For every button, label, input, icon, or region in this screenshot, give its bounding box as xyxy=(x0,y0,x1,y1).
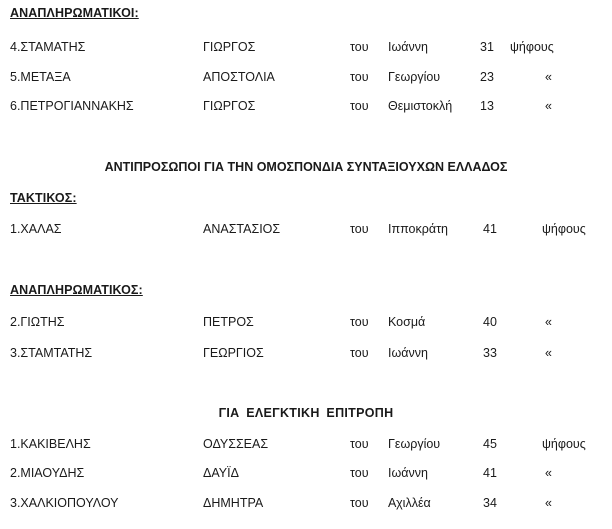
of-label: του xyxy=(350,315,369,329)
of-label: του xyxy=(350,466,369,480)
of-label: του xyxy=(350,437,369,451)
table-row xyxy=(0,222,612,238)
father-name: Αχιλλέα xyxy=(388,496,431,510)
votes-label: ψήφους xyxy=(510,40,554,54)
father-name: Γεωργίου xyxy=(388,437,441,451)
of-label: του xyxy=(350,99,369,113)
votes: 45 xyxy=(483,437,497,451)
surname: 5.ΜΕΤΑΞΑ xyxy=(10,70,71,84)
table-row xyxy=(0,346,612,362)
table-row xyxy=(0,40,612,56)
ditto-mark: « xyxy=(545,99,552,113)
table-row xyxy=(0,99,612,115)
votes: 41 xyxy=(483,222,497,236)
father-name: Ιωάννη xyxy=(388,40,428,54)
surname: 1.ΚΑΚΙΒΕΛΗΣ xyxy=(10,437,91,451)
votes: 23 xyxy=(480,70,494,84)
votes: 13 xyxy=(480,99,494,113)
section-title-federation: ΑΝΤΙΠΡΟΣΩΠΟΙ ΓΙΑ ΤΗΝ ΟΜΟΣΠΟΝΔΙΑ ΣΥΝΤΑΞΙΟΥΧΩΝ ΕΛΛΑΔΟΣ xyxy=(104,160,508,174)
table-row xyxy=(0,437,612,453)
section-heading-regular: ΤΑΚΤΙΚΟΣ: xyxy=(10,191,77,205)
surname: 2.ΜΙΑΟΥΔΗΣ xyxy=(10,466,85,480)
ditto-mark: « xyxy=(545,70,552,84)
table-row xyxy=(0,466,612,482)
votes: 34 xyxy=(483,496,497,510)
father-name: Θεμιστοκλή xyxy=(388,99,453,113)
first-name: ΑΠΟΣΤΟΛΙΑ xyxy=(203,70,275,84)
surname: 1.ΧΑΛΑΣ xyxy=(10,222,62,236)
ditto-mark: « xyxy=(545,315,552,329)
of-label: του xyxy=(350,222,369,236)
first-name: ΔΑΥΪΔ xyxy=(203,466,239,480)
father-name: Ιπποκράτη xyxy=(388,222,448,236)
table-row xyxy=(0,496,612,512)
votes: 41 xyxy=(483,466,497,480)
votes-label: ψήφους xyxy=(542,222,586,236)
surname: 4.ΣΤΑΜΑΤΗΣ xyxy=(10,40,86,54)
of-label: του xyxy=(350,496,369,510)
table-row xyxy=(0,315,612,331)
first-name: ΠΕΤΡΟΣ xyxy=(203,315,254,329)
section-heading-alternates: ΑΝΑΠΛΗΡΩΜΑΤΙΚΟΙ: xyxy=(10,6,139,20)
first-name: ΓΙΩΡΓΟΣ xyxy=(203,99,256,113)
surname: 3.ΣΤΑΜΤΑΤΗΣ xyxy=(10,346,93,360)
first-name: ΓΙΩΡΓΟΣ xyxy=(203,40,256,54)
first-name: ΟΔΥΣΣΕΑΣ xyxy=(203,437,269,451)
surname: 3.ΧΑΛΚΙΟΠΟΥΛΟΥ xyxy=(10,496,119,510)
table-row xyxy=(0,70,612,86)
ditto-mark: « xyxy=(545,466,552,480)
ditto-mark: « xyxy=(545,346,552,360)
section-title-audit-committee: ΓΙΑ ΕΛΕΓΚΤΙΚΗ ΕΠΙΤΡΟΠΗ xyxy=(218,406,394,420)
votes: 31 xyxy=(480,40,494,54)
surname: 2.ΓΙΩΤΗΣ xyxy=(10,315,65,329)
votes-label: ψήφους xyxy=(542,437,586,451)
first-name: ΓΕΩΡΓΙΟΣ xyxy=(203,346,264,360)
votes: 33 xyxy=(483,346,497,360)
father-name: Ιωάννη xyxy=(388,346,428,360)
of-label: του xyxy=(350,70,369,84)
ditto-mark: « xyxy=(545,496,552,510)
section-heading-alternate: ΑΝΑΠΛΗΡΩΜΑΤΙΚΟΣ: xyxy=(10,283,143,297)
of-label: του xyxy=(350,40,369,54)
first-name: ΑΝΑΣΤΑΣΙΟΣ xyxy=(203,222,281,236)
father-name: Ιωάννη xyxy=(388,466,428,480)
first-name: ΔΗΜΗΤΡΑ xyxy=(203,496,264,510)
father-name: Κοσμά xyxy=(388,315,426,329)
of-label: του xyxy=(350,346,369,360)
surname: 6.ΠΕΤΡΟΓΙΑΝΝΑΚΗΣ xyxy=(10,99,134,113)
votes: 40 xyxy=(483,315,497,329)
father-name: Γεωργίου xyxy=(388,70,441,84)
